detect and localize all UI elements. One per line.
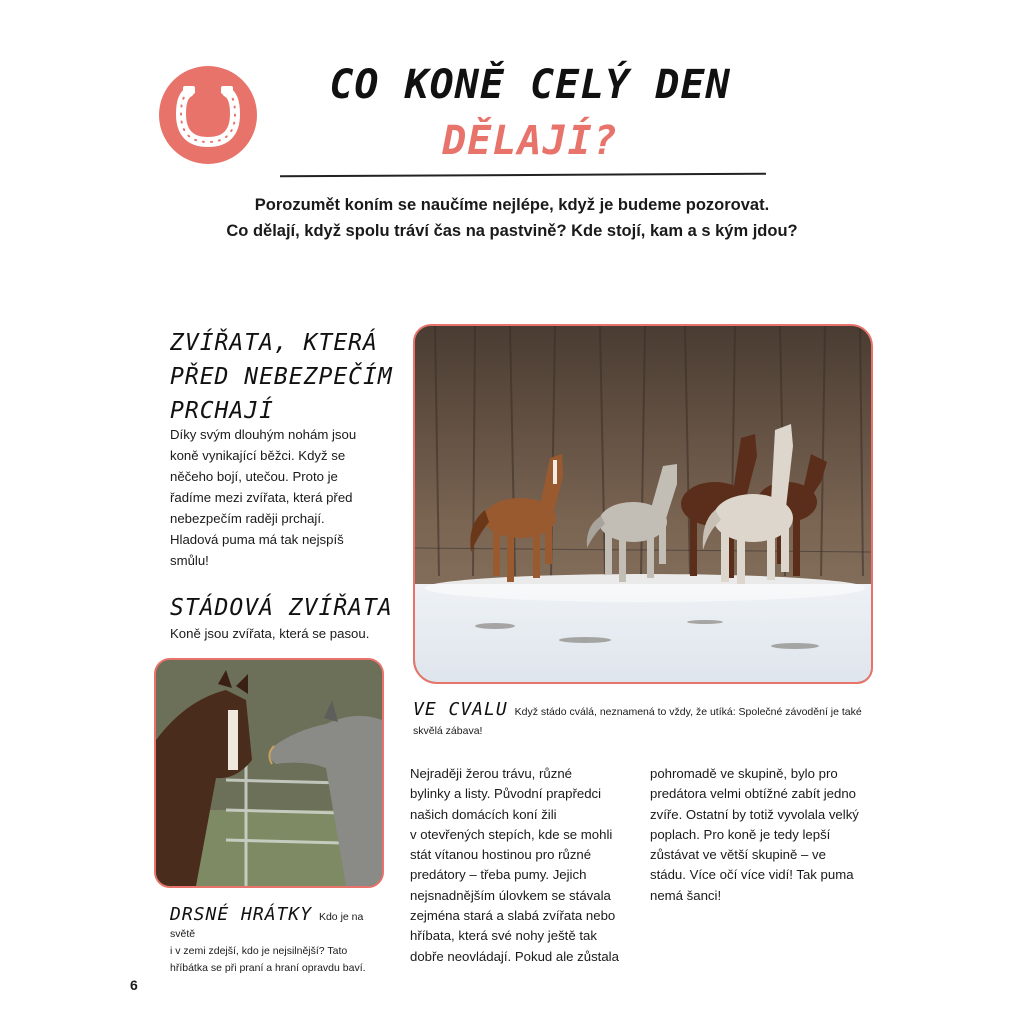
column1-line: našich domácích koní žili bbox=[410, 806, 557, 822]
page-title-line2: DĚLAJÍ? bbox=[442, 118, 618, 164]
section1-body-line: něčeho bojí, utečou. Proto je bbox=[170, 469, 338, 484]
caption-foals-text-line2: i v zemi zdejší, kdo je nejsilnější? Tato bbox=[170, 945, 348, 957]
caption-foals-text-line3: hříbátka se při praní a hraní opravdu baví. bbox=[170, 962, 366, 974]
column1-line: nejsnadnějším úlovkem se stávala bbox=[410, 887, 611, 903]
column2-line: poplach. Pro koně je tedy lepší bbox=[650, 826, 831, 842]
caption-foals-text: Kdo je na světě bbox=[170, 911, 364, 940]
column2-line: nemá šanci! bbox=[650, 887, 722, 903]
section1-body-line: Díky svým dlouhým nohám jsou bbox=[170, 427, 357, 442]
section2-body: Koně jsou zvířata, která se pasou. bbox=[170, 626, 370, 641]
section1-body-line: smůlu! bbox=[170, 553, 209, 568]
section1-body bbox=[170, 424, 400, 571]
page-number: 6 bbox=[130, 977, 138, 993]
horseshoe-icon bbox=[159, 66, 257, 164]
caption-gallop-heading: VE CVALU bbox=[413, 699, 508, 720]
title-underline bbox=[280, 173, 766, 178]
column1-line: dobře neovládají. Pokud ale zůstala bbox=[410, 948, 619, 964]
column2-line: pohromadě ve skupině, bylo pro bbox=[650, 766, 838, 781]
column1-line: v otevřených stepích, kde se mohli bbox=[410, 826, 613, 842]
body-column-1 bbox=[410, 764, 638, 967]
caption-gallop-text: Když stádo cválá, neznamená to vždy, že utíká: Společné závodění je také bbox=[514, 706, 862, 718]
caption-foals-heading: DRSNÉ HRÁTKY bbox=[170, 904, 313, 925]
section1-body-line: nebezpečím raději prchají. bbox=[170, 511, 325, 526]
intro-line2: Co dělají, když spolu tráví čas na pastvině? Kde stojí, kam a s kým jdou? bbox=[226, 222, 798, 240]
section1-body-line: Hladová puma má tak nejspíš bbox=[170, 532, 344, 547]
column1-line: Nejraději žerou trávu, různé bbox=[410, 766, 572, 781]
column2-line: zůstávat ve větší skupině – ve bbox=[650, 847, 826, 863]
caption-gallop bbox=[413, 700, 883, 741]
galloping-horses-photo bbox=[413, 324, 873, 684]
section1-heading-line: ZVÍŘATA, KTERÁ bbox=[170, 330, 378, 356]
section1-body-line: koně vynikající běžci. Když se bbox=[170, 448, 346, 463]
section1-heading bbox=[170, 326, 410, 428]
column1-line: predátory – třeba pumy. Jejich bbox=[410, 867, 587, 883]
playing-foals-photo bbox=[154, 658, 384, 888]
section1-body-line: řadíme mezi zvířata, která před bbox=[170, 490, 353, 505]
intro-line1: Porozumět koním se naučíme nejlépe, když je budeme pozorovat. bbox=[254, 196, 770, 214]
column1-line: hříbata, která své nohy ještě tak bbox=[410, 928, 597, 944]
column2-line: zvíře. Ostatní by totiž vyvolala velký bbox=[650, 806, 859, 822]
column1-line: zejména stará a slabá zvířata nebo bbox=[410, 908, 616, 924]
section2-heading: STÁDOVÁ ZVÍŘATA bbox=[170, 595, 393, 621]
column1-line: bylinky a listy. Původní prapředci bbox=[410, 786, 602, 802]
page-title-line1: CO KONĚ CELÝ DEN bbox=[329, 62, 731, 108]
caption-foals bbox=[170, 906, 390, 977]
column1-line: stát vítanou hostinou pro různé bbox=[410, 847, 592, 863]
section1-heading-line: PRCHAJÍ bbox=[170, 398, 274, 424]
column2-line: stádu. Více očí více vidí! Tak puma bbox=[650, 867, 854, 883]
section1-heading-line: PŘED NEBEZPEČÍM bbox=[170, 364, 393, 390]
body-column-2 bbox=[650, 764, 878, 906]
column2-line: predátora velmi obtížné zabít jedno bbox=[650, 786, 856, 802]
caption-gallop-text-line2: skvělá zábava! bbox=[413, 725, 483, 737]
horseshoe-badge bbox=[159, 66, 257, 164]
